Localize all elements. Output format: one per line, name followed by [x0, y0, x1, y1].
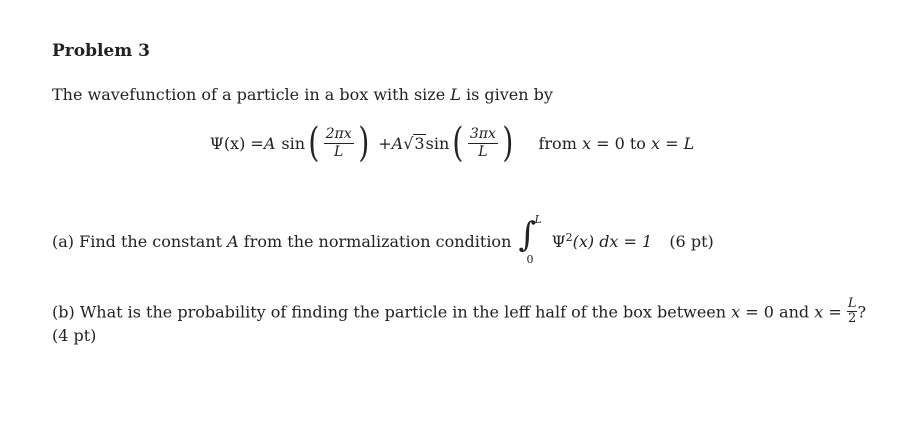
intro-text-after: is given by	[460, 85, 553, 104]
frac2-numerator: 3πx	[469, 125, 496, 142]
part-b-frac-num: L	[847, 296, 857, 311]
integrand-rest: (x) dx = 1	[572, 232, 653, 251]
range-x1: x	[581, 133, 591, 153]
part-b-question	[52, 296, 867, 327]
integral-upper-limit: L	[534, 212, 542, 226]
eq-coef-1: A	[263, 133, 276, 153]
eq-sin-2: sin	[425, 133, 450, 153]
eq-plus: +	[378, 133, 392, 153]
part-b-fraction	[847, 297, 858, 325]
integral	[516, 212, 542, 266]
right-paren-1: )	[357, 120, 369, 166]
eq-fraction-1	[324, 127, 354, 159]
eq-coef-2: A	[391, 133, 404, 153]
part-b-frac-den: 2	[848, 310, 857, 326]
left-paren-1: (	[308, 120, 320, 166]
sqrt-argument: 3	[414, 133, 425, 153]
part-b-mid: = 0 and	[740, 302, 815, 322]
eq-lhs: Ψ(x) =	[209, 133, 264, 153]
wavefunction-equation	[0, 117, 904, 169]
part-b-eq: =	[823, 302, 847, 322]
part-a-question	[52, 212, 714, 266]
intro-text-before: The wavefunction of a particle in a box with size	[52, 85, 451, 104]
eq-sin-1: sin	[281, 133, 306, 153]
integral-sign-icon: ∫	[518, 214, 537, 255]
integral-lower-limit: 0	[526, 252, 534, 266]
sqrt-symbol: √3	[403, 133, 425, 153]
range-L: L	[683, 133, 695, 153]
frac1-numerator: 2πx	[325, 125, 352, 142]
part-b-x1: x	[731, 302, 741, 322]
left-paren-2: (	[452, 120, 464, 166]
range-from: from	[538, 133, 582, 153]
range-x2: x	[650, 133, 661, 153]
integrand-psi: Ψ	[551, 232, 566, 251]
range-eq0: = 0 to	[590, 133, 651, 153]
part-b-points: (4 pt)	[52, 326, 97, 345]
problem-intro	[52, 85, 553, 104]
part-a-points: (6 pt)	[669, 232, 714, 251]
integrand-power: 2	[565, 231, 573, 244]
frac2-denominator: L	[478, 143, 488, 160]
intro-var-L: L	[450, 85, 461, 104]
eq-range	[538, 134, 694, 153]
part-b-qmark: ?	[857, 302, 867, 322]
part-a-text-before: (a) Find the constant	[52, 232, 228, 251]
part-b-x2: x	[814, 302, 824, 322]
part-b-text: (b) What is the probability of finding the particle in the leff half of the box between	[52, 302, 732, 322]
frac1-denominator: L	[333, 143, 344, 160]
eq-fraction-2	[468, 127, 498, 159]
range-eqL: =	[660, 133, 684, 153]
part-a-text-after: from the normalization condition	[238, 232, 512, 251]
right-paren-2: )	[502, 120, 514, 166]
problem-title: Problem 3	[52, 41, 150, 61]
part-a-var: A	[227, 232, 239, 251]
